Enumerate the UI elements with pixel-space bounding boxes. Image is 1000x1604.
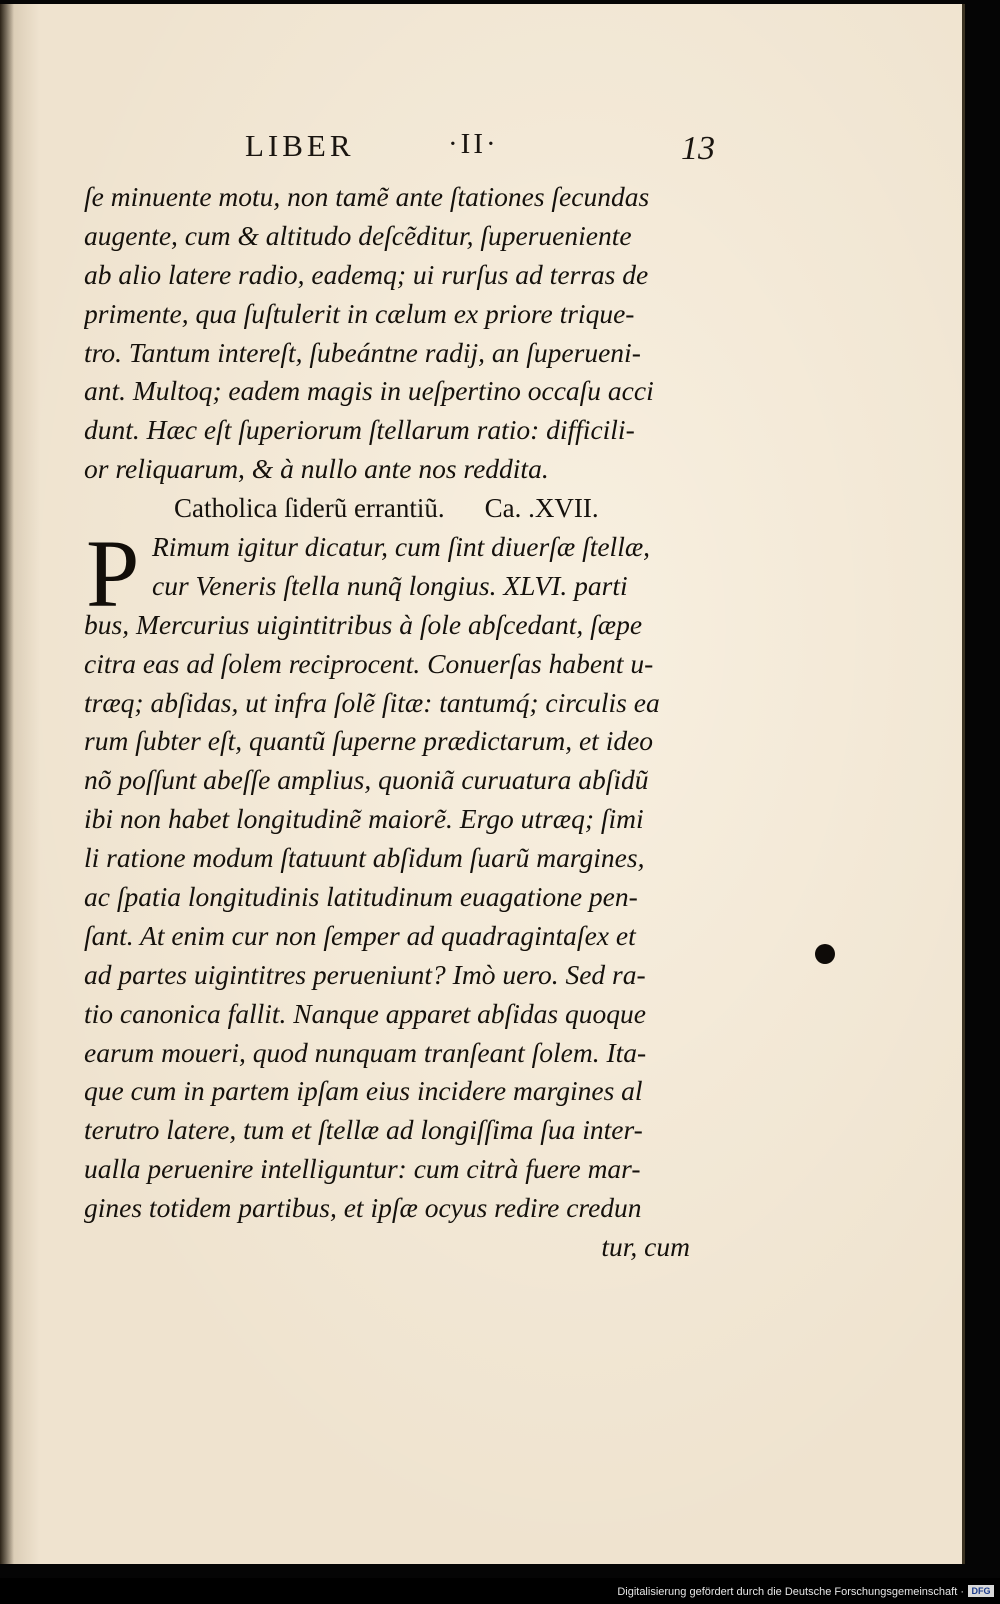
text-line: rum ſubter eſt, quantũ ſuperne prædictarum, et ideo [84, 725, 654, 757]
running-header [245, 128, 715, 172]
text-line: ualla peruenire intelliguntur: cum citrà fuere mar- [84, 1153, 641, 1185]
text-line: que cum in partem ipſam eius incidere margines al [84, 1075, 643, 1107]
text-line: li ratione modum ſtatuunt abſidum ſuarũ margines, [84, 842, 645, 874]
book-number: ·II· [448, 128, 499, 160]
text-line: dunt. Hæc eſt ſuperiorum ſtellarum ratio: difficili- [84, 414, 635, 446]
drop-cap: P [86, 520, 140, 627]
folio-number: 13 [681, 130, 715, 167]
main-text-block [84, 178, 696, 1267]
gutter-shadow [0, 4, 14, 1564]
text-line: tio canonica fallit. Nanque apparet abſidas quoque [84, 997, 646, 1029]
text-line: earum moueri, quod nunquam tranſeant ſolem. Ita- [84, 1036, 647, 1068]
text-line: cur Veneris ſtella nunq̃ longius. XLVI. parti [152, 569, 628, 601]
text-line: ant. Multoq; eadem magis in ueſpertino occaſu acci [84, 375, 654, 407]
text-line: ac ſpatia longitudinis latitudinum euagatione pen- [84, 881, 638, 913]
text-line: træq; abſidas, ut infra ſolẽ ſitæ: tantumq́; circulis ea [84, 686, 660, 718]
text-line: ad partes uigintitres perueniunt? Imò uero. Sed ra- [84, 958, 646, 990]
text-line: ſe minuente motu, non tamẽ ante ſtationes ſecundas [84, 181, 650, 212]
text-line: ſant. At enim cur non ſemper ad quadragintaſex et [84, 919, 636, 951]
digitization-footer [0, 1578, 1000, 1604]
catchword: tur, cum [601, 1231, 690, 1263]
page-edge [962, 4, 965, 1564]
ink-blot [815, 944, 835, 964]
text-line: ab alio latere radio, eademq; ui rurſus ad terras de [84, 258, 649, 290]
text-line: or reliquarum, & à nullo ante nos reddita. [84, 453, 549, 485]
text-line: nõ poſſunt abeſſe amplius, quoniã curuatura abſidũ [84, 764, 649, 796]
text-line: citra eas ad ſolem reciprocent. Conuerſas habent u- [84, 647, 654, 679]
running-title: LIBER [245, 128, 355, 163]
chapter-heading [84, 489, 696, 528]
text-line: bus, Mercurius uigintitribus à ſole abſcedant, ſæpe [84, 608, 643, 640]
dfg-logo-icon: DFG [968, 1585, 994, 1597]
text-line: tro. Tantum intereſt, ſubeántne radij, an ſuperueni- [84, 336, 641, 368]
text-line: Rimum igitur dicatur, cum ſint diuerſæ ſtellæ, [152, 531, 651, 563]
text-line: ibi non habet longitudinẽ maiorẽ. Ergo utræq; ſimi [84, 803, 644, 835]
text-line: augente, cum & altitudo deſcẽditur, ſuperueniente [84, 219, 632, 251]
chapter-title: Catholica ſiderũ errantiũ. [174, 493, 445, 524]
text-line: primente, qua ſuſtulerit in cælum ex priore trique- [84, 297, 635, 329]
funding-credit: Digitalisierung gefördert durch die Deutsche Forschungsgemeinschaft · [617, 1586, 964, 1598]
text-line: terutro latere, tum et ſtellæ ad longiſſima ſua inter- [84, 1114, 643, 1146]
chapter-number: Ca. .XVII. [484, 493, 599, 524]
text-line: gines totidem partibus, et ipſæ ocyus redire credun [84, 1192, 642, 1224]
